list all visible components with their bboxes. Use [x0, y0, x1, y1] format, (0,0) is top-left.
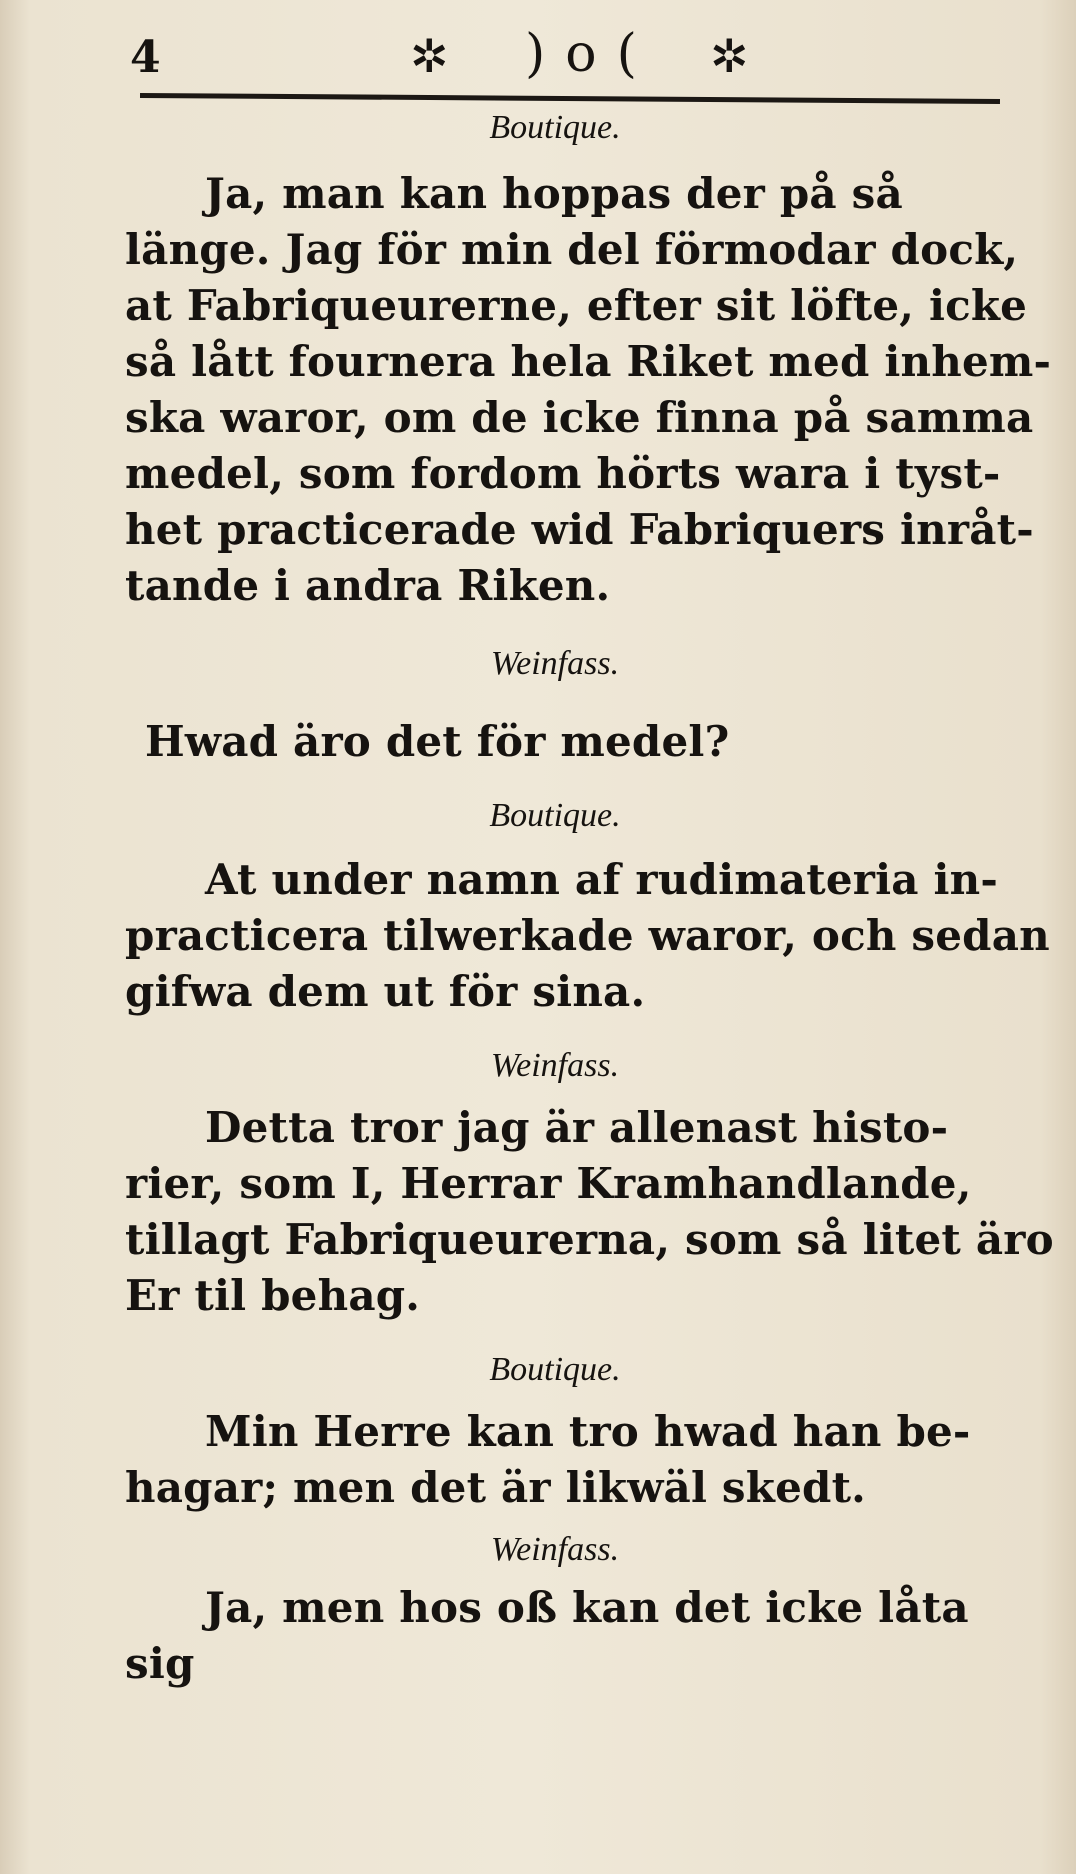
speech-text: [125, 1580, 1025, 1692]
speech-text: [125, 166, 1052, 614]
speech-text: [125, 1100, 1054, 1324]
dialogue-text: [125, 108, 1054, 1692]
flower-ornament-icon: ✲: [410, 29, 449, 83]
dialogue-block: [125, 1530, 1025, 1692]
speaker-label: Weinfass.: [490, 1047, 620, 1084]
speaker-label: Weinfass.: [490, 1531, 620, 1568]
speech-line: Hwad äro det för medel?: [145, 717, 730, 766]
catchword: sig: [125, 1639, 195, 1688]
speech-line: Min Herre kan tro hwad han be-: [205, 1407, 971, 1456]
speech-line: ska waror, om de icke finna på samma: [125, 393, 1034, 442]
speech-line: at Fabriqueurerne, efter sit löfte, icke: [125, 281, 1028, 330]
dialogue-block: [125, 644, 1025, 770]
flower-ornament-icon: ✲: [710, 29, 749, 83]
speaker-label: Boutique.: [489, 797, 621, 834]
dialogue-block: [125, 1350, 1025, 1516]
header-mark: )o(: [525, 24, 657, 84]
speech-text: [125, 1404, 1025, 1516]
dialogue-block: [125, 1046, 1054, 1324]
page-header: [120, 22, 1020, 92]
speech-line: så lått fournera hela Riket med inhem-: [125, 337, 1052, 386]
speech-line: Detta tror jag är allenast histo-: [205, 1103, 949, 1152]
speech-line: hagar; men det är likwäl skedt.: [125, 1463, 866, 1512]
speech-line: het practicerade wid Fabriquers inråt-: [125, 505, 1034, 554]
speech-line: At under namn af rudimateria in-: [205, 855, 999, 904]
dialogue-block: [125, 108, 1052, 614]
speech-line: Er til behag.: [125, 1271, 421, 1320]
dialogue-block: [125, 796, 1050, 1020]
speaker-label: Weinfass.: [490, 645, 620, 682]
speech-line: rier, som I, Herrar Kramhandlande,: [125, 1159, 972, 1208]
page-number: 4: [130, 32, 161, 83]
speech-line: tillagt Fabriqueurerna, som så litet äro: [125, 1215, 1054, 1264]
speech-line: practicera tilwerkade waror, och sedan: [125, 911, 1050, 960]
speaker-label: Boutique.: [489, 109, 621, 146]
speech-line: tande i andra Riken.: [125, 561, 611, 610]
speech-text: [125, 852, 1050, 1020]
speech-line: länge. Jag för min del förmodar dock,: [125, 225, 1019, 274]
header-rule: [140, 93, 1000, 104]
speech-line: medel, som fordom hörts wara i tyst-: [125, 449, 1001, 498]
speaker-label: Boutique.: [489, 1351, 621, 1388]
speech-line: Ja, men hos oß kan det icke låta: [205, 1583, 969, 1632]
speech-text: [125, 714, 1025, 770]
speech-line: Ja, man kan hoppas der på så: [205, 169, 903, 218]
speech-line: gifwa dem ut för sina.: [125, 967, 646, 1016]
